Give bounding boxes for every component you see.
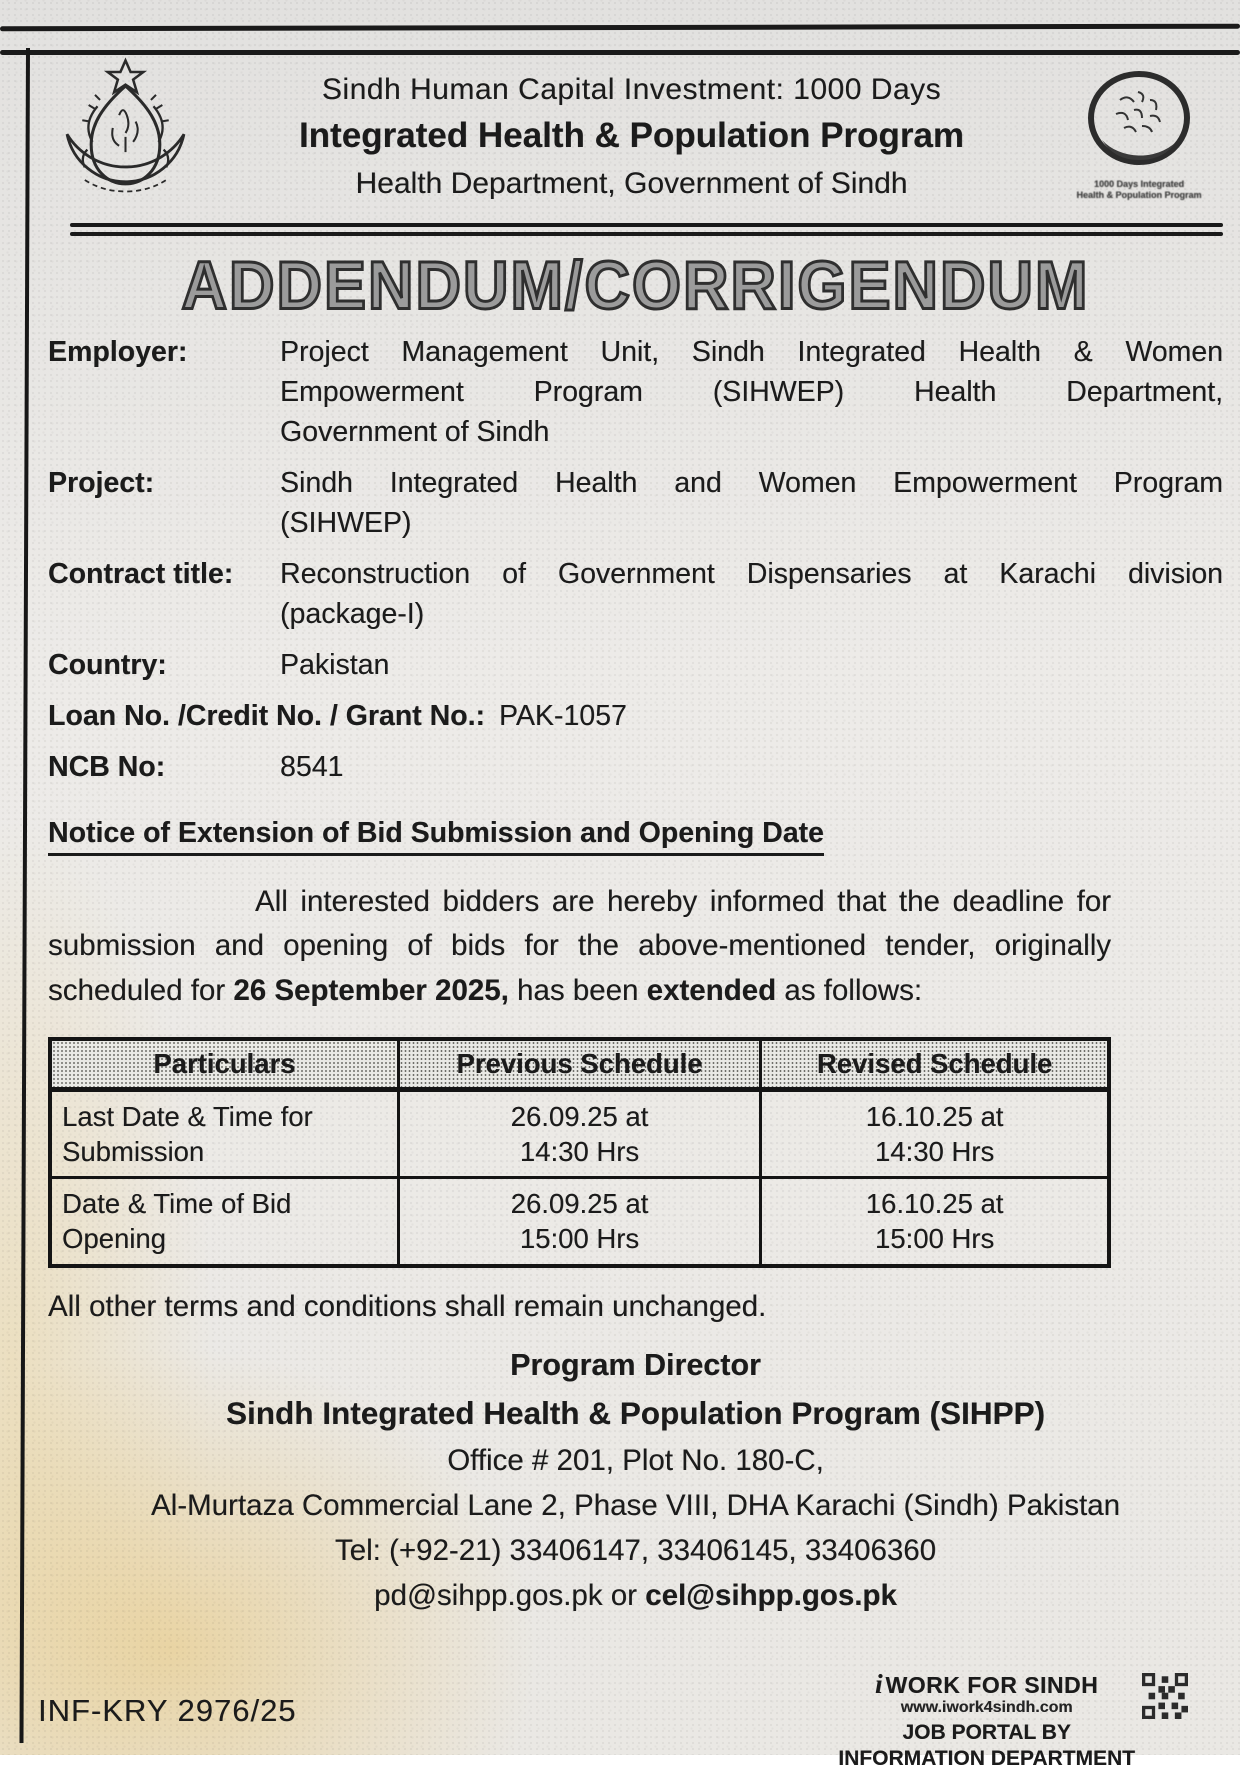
field-value [280, 463, 1223, 543]
paragraph-text: All interested bidders are hereby informed that the deadline for submission and opening of bids for the above-mentioned tender, originally scheduled for [48, 885, 1111, 1007]
signature-block [48, 1348, 1223, 1613]
cell-revised [761, 1089, 1109, 1177]
program-logo-caption [1055, 179, 1223, 202]
header-text [208, 71, 1055, 201]
cell-line: Last Date & Time for [62, 1100, 313, 1132]
advertisement-reference-number: INF-KRY 2976/25 [38, 1693, 297, 1728]
logo-caption-line-1: 1000 Days Integrated [1093, 178, 1185, 189]
work-for-sindh-title: WORK FOR SINDH [885, 1672, 1099, 1698]
table-row [50, 1178, 1109, 1266]
cell-line: 16.10.25 at [865, 1100, 1004, 1132]
email-regular: pd@sihpp.gos.pk or [374, 1578, 646, 1612]
field-row-loan-no [48, 696, 1223, 736]
telephone-line: Tel: (+92-21) 33406147, 33406145, 33406360 [334, 1533, 937, 1567]
top-border-line-2 [0, 50, 1240, 55]
closing-statement: All other terms and conditions shall remain unchanged. [48, 1289, 767, 1323]
cell-line: Date & Time of Bid [62, 1188, 292, 1220]
schedule-table [48, 1037, 1111, 1268]
field-label: NCB No: [48, 751, 166, 783]
cell-line: Opening [62, 1223, 166, 1255]
cell-previous [398, 1178, 760, 1266]
logo-caption-line-2: Health & Population Program [1076, 190, 1202, 200]
section-heading [48, 817, 1223, 856]
cell-previous [398, 1089, 760, 1177]
iwork-i-icon: i [875, 1669, 883, 1699]
program-logo [1055, 70, 1223, 202]
paragraph-text: as follows: [776, 973, 923, 1007]
paragraph-bold-date: 26 September 2025, [233, 973, 509, 1007]
cell-line: 15:00 Hrs [874, 1223, 995, 1255]
notice-fields [48, 332, 1223, 787]
field-row-ncb-no [48, 747, 1223, 787]
page-title: ADDENDUM/CORRIGENDUM [181, 248, 1090, 324]
email-bold: cel@sihpp.gos.pk [645, 1578, 897, 1612]
cell-line: 16.10.25 at [865, 1188, 1004, 1220]
email-line [48, 1579, 1223, 1613]
program-logo-icon [1080, 70, 1198, 174]
work-for-sindh-text [838, 1671, 1135, 1771]
field-row-project [48, 463, 1223, 543]
field-label: Project: [48, 467, 155, 499]
field-value [499, 696, 1223, 736]
field-row-country [48, 645, 1223, 685]
field-row-contract-title [48, 554, 1223, 634]
field-label: Contract title: [48, 558, 234, 590]
field-value-line: (SIHWEP) [280, 507, 412, 539]
field-value [280, 332, 1223, 452]
table-header-previous-schedule: Previous Schedule [398, 1039, 760, 1090]
signatory-organization: Sindh Integrated Health & Population Program (SIHPP) [225, 1394, 1046, 1431]
work-for-sindh-stamp [838, 1671, 1188, 1771]
field-value-line: Government of Sindh [280, 416, 550, 448]
field-value [280, 554, 1223, 634]
table-row [50, 1089, 1109, 1177]
paragraph-bold-extended: extended [646, 973, 777, 1007]
paragraph-text: has been [508, 973, 647, 1007]
field-label: Loan No. /Credit No. / Grant No.: [48, 700, 485, 732]
cell-line: 15:00 Hrs [519, 1223, 640, 1255]
divider-line [70, 223, 1223, 227]
cell-revised [761, 1178, 1109, 1266]
table-header-particulars: Particulars [50, 1039, 398, 1090]
header-line-3: Health Department, Government of Sindh [355, 166, 908, 200]
header-divider [70, 223, 1223, 236]
field-value-line: 8541 [280, 751, 344, 783]
field-label: Employer: [48, 336, 188, 368]
header [48, 58, 1223, 213]
signatory-title: Program Director [510, 1347, 761, 1382]
cell-particulars [50, 1089, 398, 1177]
table-header-revised-schedule: Revised Schedule [761, 1039, 1109, 1090]
job-portal-line-1: JOB PORTAL BY [902, 1721, 1071, 1744]
field-value-line: Project Management Unit, Sindh Integrated Health & Women [280, 336, 1223, 368]
header-line-2: Integrated Health & Population Program [298, 115, 965, 155]
field-value-line: Sindh Integrated Health and Women Empowerment Program [280, 467, 1223, 499]
field-row-employer [48, 332, 1223, 452]
field-value-line: Reconstruction of Government Dispensaries at Karachi division [280, 558, 1223, 590]
job-portal-line-2: INFORMATION DEPARTMENT [838, 1747, 1135, 1770]
field-value [280, 645, 1223, 685]
notice-content [48, 58, 1223, 1624]
cell-line: Submission [62, 1135, 205, 1167]
address-line-2: Al-Murtaza Commercial Lane 2, Phase VIII, DHA Karachi (Sindh) Pakistan [151, 1488, 1120, 1522]
qr-code-icon [1142, 1673, 1188, 1719]
cell-line: 14:30 Hrs [519, 1135, 640, 1167]
field-value-line: Empowerment Program (SIHWEP) Health Department, [280, 376, 1223, 408]
cell-line: 26.09.25 at [510, 1188, 649, 1220]
work-for-sindh-logo [838, 1671, 1135, 1699]
work-for-sindh-url: www.iwork4sindh.com [900, 1699, 1073, 1716]
left-border-line [19, 48, 30, 1743]
field-value-line: (package-I) [280, 598, 425, 630]
notice-heading-text: Notice of Extension of Bid Submission and Opening Date [48, 817, 824, 856]
address-line-1: Office # 201, Plot No. 180-C, [447, 1443, 824, 1477]
field-value-line: PAK-1057 [499, 700, 627, 732]
field-value-line: Pakistan [280, 649, 390, 681]
cell-line: 14:30 Hrs [874, 1135, 995, 1167]
field-value [280, 747, 1223, 787]
header-line-1: Sindh Human Capital Investment: 1000 Days [321, 72, 942, 106]
divider-line [70, 232, 1223, 236]
table-header-row [50, 1039, 1109, 1090]
cell-line: 26.09.25 at [510, 1100, 649, 1132]
field-label: Country: [48, 649, 167, 681]
top-border-line [0, 24, 1240, 32]
sindh-government-crest-icon [48, 58, 208, 213]
notice-paragraph [48, 880, 1111, 1013]
cell-particulars [50, 1178, 398, 1266]
